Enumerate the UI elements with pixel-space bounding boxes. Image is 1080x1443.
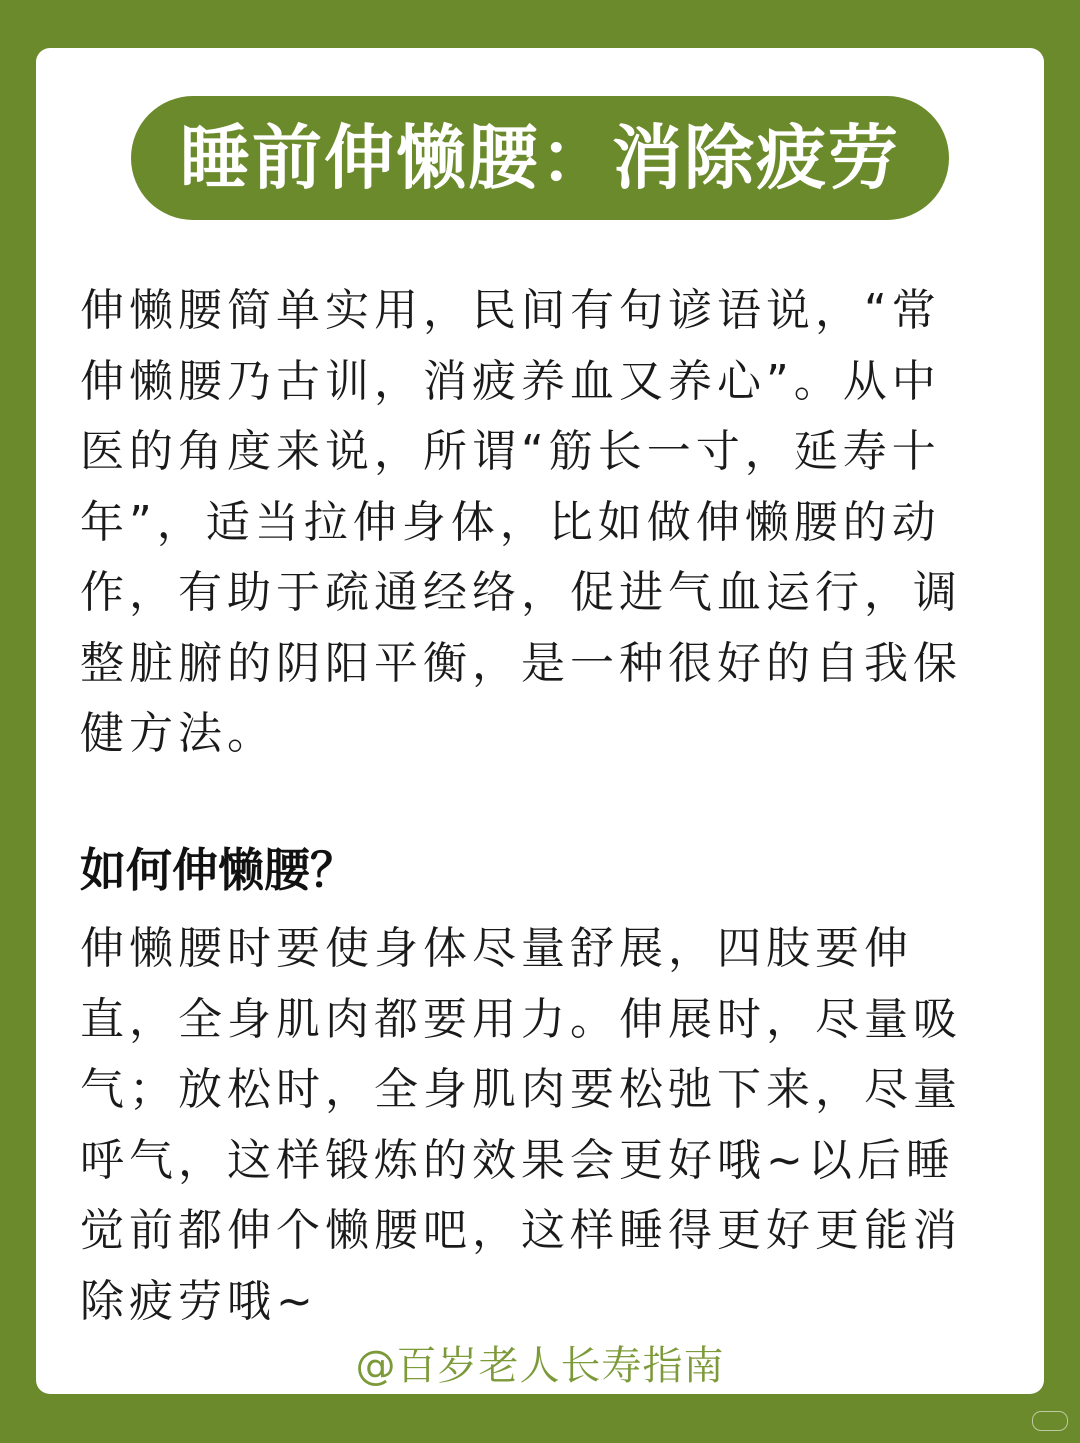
watermark-badge (1032, 1411, 1068, 1431)
author-signature: @百岁老人长寿指南 (355, 1343, 725, 1389)
section-heading: 如何伸懒腰？ (80, 843, 356, 897)
intro-paragraph: 伸懒腰简单实用，民间有句谚语说，“常 伸懒腰乃古训，消疲养血又养心”。从中 医的角度来说，所谓“筋长一寸，延寿十 年”，适当拉伸身体，比如做伸懒腰的动 作，有助于疏通经络，促进气血运行，调 整脏腑的阴阳平衡，是一种很好的自我保 健方法。 (80, 285, 962, 759)
method-paragraph: 伸懒腰时要使身体尽量舒展，四肢要伸 直，全身肌肉都要用力。伸展时，尽量吸 气；放松时，全身肌肉要松弛下来，尽量 呼气，这样锻炼的效果会更好哦~以后睡 觉前都伸个懒腰吧，这样睡得更好更能消 除疲劳哦~ (80, 923, 962, 1327)
content-card (36, 48, 1044, 1394)
title-banner (131, 96, 949, 220)
page-title: 睡前伸懒腰：消除疲劳 (180, 117, 900, 199)
